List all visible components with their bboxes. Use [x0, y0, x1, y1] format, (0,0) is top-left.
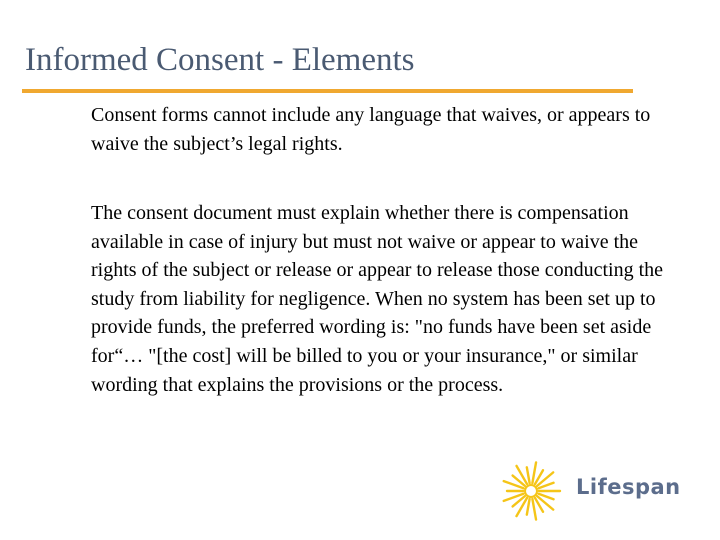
sun-ray: [527, 499, 530, 515]
sun-ray: [527, 467, 530, 483]
sun-core: [525, 485, 537, 497]
sun-icon: [500, 460, 562, 522]
lifespan-logo: [500, 460, 680, 522]
sun-ray: [532, 462, 536, 483]
paragraph-legal-rights: Consent forms cannot include any language that waives, or appears to waive the subject’s legal rights.: [91, 104, 651, 155]
title-underline: [22, 89, 633, 93]
paragraph-compensation: The consent document must explain whether there is compensation available in case of injury but must not waive or appear to waive the rights of the subject or release or appear to release those conducting the study from liability for negligence. When no system has been set up to provide funds, the preferred wording is: "no funds have been set aside for“… "[the cost] will be billed to you or your insurance," or similar wording that explains the provisions or the process.: [91, 202, 664, 396]
logo-text: Lifespan: [576, 475, 681, 499]
slide-title: Informed Consent - Elements: [25, 42, 415, 78]
sun-ray: [532, 499, 536, 520]
